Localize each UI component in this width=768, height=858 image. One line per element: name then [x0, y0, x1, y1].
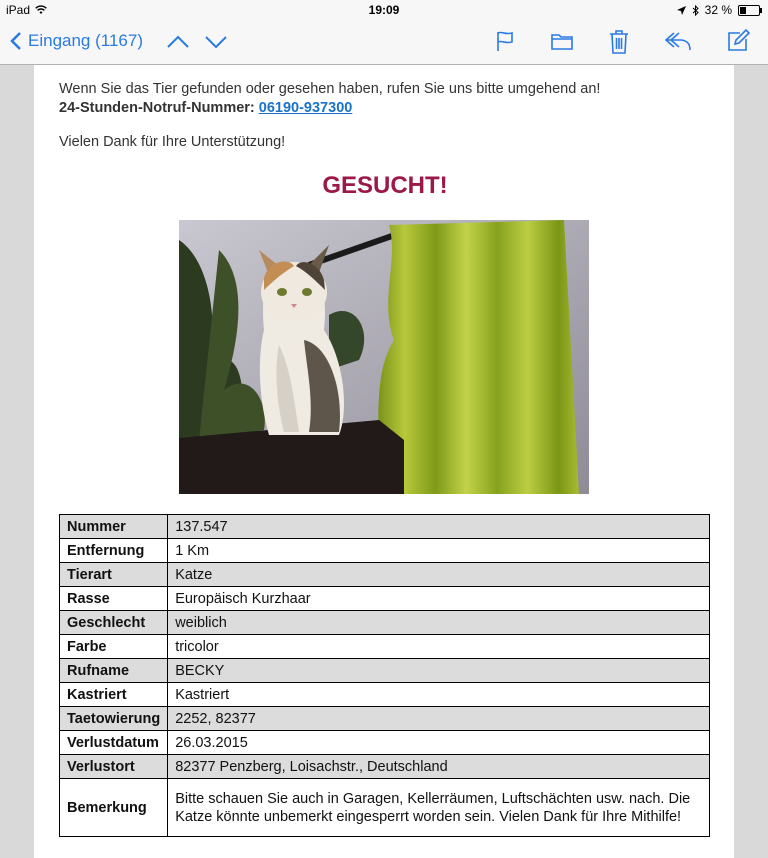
- detail-value: BECKY: [168, 659, 710, 683]
- hotline-phone-link[interactable]: 06190-937300: [258, 100, 353, 116]
- detail-key: Kastriert: [60, 683, 168, 707]
- table-row: [60, 731, 710, 755]
- detail-key: Bemerkung: [60, 779, 168, 837]
- back-to-inbox-button[interactable]: [10, 31, 143, 51]
- email-content: [59, 80, 711, 200]
- detail-key: Rufname: [60, 659, 168, 683]
- cat-photo: [179, 220, 589, 494]
- mail-toolbar: [0, 22, 768, 65]
- table-row: [60, 755, 710, 779]
- folder-icon[interactable]: [550, 29, 574, 53]
- previous-message-chevron-up-icon[interactable]: [166, 30, 190, 54]
- detail-key: Farbe: [60, 635, 168, 659]
- status-right: [677, 3, 760, 17]
- wanted-title: GESUCHT!: [322, 172, 448, 199]
- flag-icon[interactable]: [494, 29, 516, 53]
- table-row: [60, 683, 710, 707]
- detail-value: 2252, 82377: [168, 707, 710, 731]
- detail-value: Bitte schauen Sie auch in Garagen, Kellerräumen, Luftschächten usw. nach. Die Katze könnte unbemerkt eingesperrt worden sein. Vielen Dank für Ihre Mithilfe!: [168, 779, 710, 837]
- detail-value: weiblich: [168, 611, 710, 635]
- bluetooth-icon: [692, 5, 699, 16]
- table-row: [60, 611, 710, 635]
- detail-key: Verlustdatum: [60, 731, 168, 755]
- table-row: [60, 587, 710, 611]
- detail-key: Verlustort: [60, 755, 168, 779]
- detail-value: Kastriert: [168, 683, 710, 707]
- intro-text: Wenn Sie das Tier gefunden oder gesehen haben, rufen Sie uns bitte umgehend an!: [59, 81, 601, 97]
- detail-key: Rasse: [60, 587, 168, 611]
- detail-value: tricolor: [168, 635, 710, 659]
- table-row: [60, 563, 710, 587]
- table-row: [60, 779, 710, 837]
- table-row: [60, 707, 710, 731]
- detail-value: Katze: [168, 563, 710, 587]
- detail-value: Europäisch Kurzhaar: [168, 587, 710, 611]
- table-row: [60, 515, 710, 539]
- compose-icon[interactable]: [726, 29, 750, 53]
- hotline-label: 24-Stunden-Notruf-Nummer:: [59, 100, 255, 116]
- device-name: iPad: [6, 3, 31, 17]
- next-message-chevron-down-icon[interactable]: [204, 30, 228, 54]
- animal-details-table: [59, 514, 710, 837]
- reply-icon[interactable]: [664, 29, 692, 53]
- status-time: 19:09: [368, 3, 400, 17]
- hotline-line: [59, 99, 711, 118]
- detail-key: Geschlecht: [60, 611, 168, 635]
- detail-key: Taetowierung: [60, 707, 168, 731]
- table-row: [60, 539, 710, 563]
- detail-value: 137.547: [168, 515, 710, 539]
- battery-icon: [738, 5, 760, 16]
- detail-key: Nummer: [60, 515, 168, 539]
- battery-percent: 32 %: [704, 3, 732, 17]
- detail-key: Tierart: [60, 563, 168, 587]
- detail-value: 82377 Penzberg, Loisachstr., Deutschland: [168, 755, 710, 779]
- table-row: [60, 635, 710, 659]
- table-row: [60, 659, 710, 683]
- trash-icon[interactable]: [608, 29, 630, 55]
- detail-value: 1 Km: [168, 539, 710, 563]
- location-icon: [677, 6, 686, 15]
- email-body: [34, 65, 734, 858]
- detail-key: Entfernung: [60, 539, 168, 563]
- thanks-text: Vielen Dank für Ihre Unterstützung!: [59, 134, 286, 150]
- detail-value: 26.03.2015: [168, 731, 710, 755]
- status-bar: [0, 0, 768, 22]
- chevron-left-icon: [10, 31, 22, 51]
- back-label: Eingang (1167): [28, 31, 143, 50]
